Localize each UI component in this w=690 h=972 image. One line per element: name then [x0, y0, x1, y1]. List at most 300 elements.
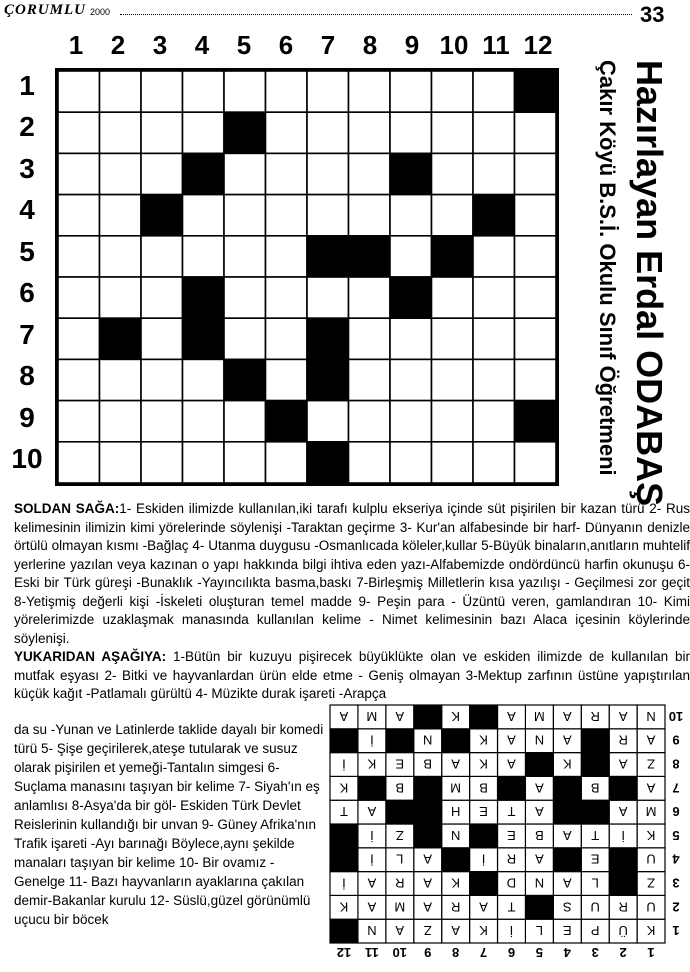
answer-letter: T	[507, 804, 516, 820]
white-cell	[349, 71, 391, 112]
black-cell	[100, 318, 142, 359]
column-number: 11	[482, 30, 510, 60]
answer-letter: U	[590, 899, 600, 915]
white-cell	[390, 71, 432, 112]
answer-letter: R	[618, 732, 628, 748]
answer-column-number: 11	[365, 945, 379, 960]
answer-letter: B	[423, 756, 433, 772]
white-cell	[349, 153, 391, 194]
white-cell	[266, 153, 308, 194]
author-credit	[570, 60, 690, 507]
answer-letter: A	[535, 804, 544, 820]
crossword-grid	[55, 68, 559, 486]
answer-letter: K	[339, 899, 349, 915]
white-cell	[58, 112, 100, 153]
answer-black-cell	[470, 705, 498, 729]
answer-column-number: 12	[336, 945, 352, 960]
column-number: 10	[439, 30, 469, 60]
answer-black-cell	[414, 705, 442, 729]
white-cell	[266, 71, 308, 112]
answer-letter: A	[423, 851, 433, 867]
answer-key-svg	[328, 703, 688, 971]
answer-row-number: 2	[672, 899, 680, 915]
white-cell	[100, 401, 142, 442]
white-cell	[432, 359, 474, 400]
white-cell	[141, 401, 183, 442]
answer-letter: K	[451, 708, 460, 724]
black-cell	[349, 236, 391, 277]
answer-letter: A	[367, 875, 377, 891]
white-cell	[390, 318, 432, 359]
white-cell	[307, 401, 349, 442]
row-number: 9	[19, 402, 35, 433]
black-cell	[183, 153, 225, 194]
white-cell	[432, 195, 474, 236]
answer-letter: A	[451, 756, 460, 772]
answer-letter: L	[591, 875, 599, 891]
white-cell	[432, 401, 474, 442]
answer-letter: R	[590, 708, 600, 724]
answer-letter: B	[395, 780, 405, 796]
answer-letter: İ	[342, 875, 346, 891]
white-cell	[183, 359, 225, 400]
answer-letter: P	[590, 923, 600, 939]
answer-column-number: 8	[452, 945, 460, 960]
white-cell	[266, 359, 308, 400]
white-cell	[515, 277, 557, 318]
answer-black-cell	[414, 776, 442, 800]
answer-column-number: 4	[563, 945, 571, 960]
header-rule	[120, 14, 632, 15]
column-number: 8	[362, 30, 378, 60]
black-cell	[224, 359, 266, 400]
grid-column-numbers	[55, 30, 559, 66]
column-number: 7	[320, 30, 336, 60]
answer-letter: İ	[370, 732, 374, 748]
black-cell	[183, 277, 225, 318]
answer-row-number: 8	[672, 756, 680, 772]
answer-letter: R	[618, 899, 628, 915]
white-cell	[141, 318, 183, 359]
white-cell	[266, 442, 308, 483]
answer-black-cell	[442, 848, 470, 872]
answer-column-number: 1	[647, 945, 655, 960]
answer-letter: A	[562, 708, 572, 724]
white-cell	[58, 442, 100, 483]
answer-letter: A	[535, 851, 544, 867]
answer-black-cell	[525, 753, 553, 777]
answer-letter: E	[590, 851, 600, 867]
white-cell	[58, 359, 100, 400]
white-cell	[432, 277, 474, 318]
answer-row-number: 3	[672, 875, 680, 891]
answer-letter: A	[618, 708, 628, 724]
white-cell	[390, 401, 432, 442]
answer-letter: A	[395, 923, 405, 939]
answer-letter: İ	[621, 827, 625, 843]
answer-black-cell	[581, 729, 609, 753]
answer-letter: A	[507, 732, 516, 748]
white-cell	[224, 236, 266, 277]
answer-black-cell	[414, 800, 442, 824]
white-cell	[473, 318, 515, 359]
white-cell	[58, 71, 100, 112]
white-cell	[141, 359, 183, 400]
column-number: 4	[194, 30, 210, 60]
crossword-grid-svg	[58, 71, 556, 483]
black-cell	[307, 359, 349, 400]
answer-letter: E	[562, 923, 572, 939]
answer-row-number: 7	[672, 780, 680, 796]
white-cell	[141, 153, 183, 194]
black-cell	[224, 112, 266, 153]
white-cell	[266, 112, 308, 153]
column-number: 5	[236, 30, 252, 60]
answer-letter: İ	[481, 851, 486, 867]
magazine-year: 2000	[90, 7, 111, 17]
white-cell	[349, 112, 391, 153]
answer-letter: A	[562, 732, 572, 748]
across-text: 1- Eskiden ilimizde kullanılan,iki tarafı kulplu ekseriya içinde süt pişirilen bir kazan türü 2- Rus kelimesinin ilimizin kimi yörelerinde söylenişi -Taraktan geçirme 3- Kur'an alfabesinde bir harf- Dünyanın denizle örtülü olmayan kısmı -Bağlaç 4- Utanma duygusu -Osmanlıcada köleler,kullar 5-Büyük binaların,anıtların muhtelif yerlerine yazılan veya kazınan o yapı hakkında bilgi ihtiva eden yazı-Alfabemizde ondördüncü harfin okunuşu 6-Eski bir Türk güreşi -Bunaklık -Yayıncılıkta basma,baskı 7-Birleşmiş Milletlerin kısa yazılışı - Geçilmesi zor geçit 8-Yetişmiş değerli kişi -İskeleti oluşturan temel madde 9- Peşin para - Üzüntü veren, gamlandıran 10- Kimi yörelerimizde uzaklaşmak manasında kullanılan kelime - Nimet kelimesinin bazı Alaca içesinin köylerinde söylenişi.	[14, 501, 690, 646]
white-cell	[473, 277, 515, 318]
white-cell	[473, 112, 515, 153]
white-cell	[224, 442, 266, 483]
answer-letter: K	[646, 923, 656, 939]
white-cell	[473, 153, 515, 194]
answer-letter: M	[533, 708, 545, 724]
answer-black-cell	[386, 729, 414, 753]
answer-letter: N	[367, 923, 377, 939]
black-cell	[266, 401, 308, 442]
answer-letter: Z	[395, 827, 404, 843]
answer-letter: L	[396, 851, 404, 867]
answer-black-cell	[386, 800, 414, 824]
answer-letter: N	[423, 732, 433, 748]
white-cell	[183, 112, 225, 153]
answer-column-number: 6	[507, 945, 516, 960]
white-cell	[307, 71, 349, 112]
answer-letter: K	[562, 756, 572, 772]
answer-letter: A	[423, 899, 433, 915]
clues-block	[14, 500, 690, 704]
answer-grid-rotated	[330, 705, 665, 943]
answer-row-number: 9	[672, 732, 680, 748]
answer-letter: K	[479, 923, 488, 939]
answer-black-cell	[470, 824, 498, 848]
answer-row-number: 4	[672, 851, 680, 867]
white-cell	[515, 442, 557, 483]
black-cell	[390, 153, 432, 194]
white-cell	[224, 401, 266, 442]
answer-black-cell	[414, 824, 442, 848]
black-cell	[390, 277, 432, 318]
answer-letter: N	[534, 875, 545, 891]
answer-black-cell	[553, 776, 581, 800]
down-clues	[14, 648, 690, 704]
magazine-brand: ÇORUMLU	[4, 2, 87, 18]
white-cell	[515, 112, 557, 153]
white-cell	[432, 153, 474, 194]
row-number: 3	[19, 153, 35, 184]
white-cell	[515, 153, 557, 194]
answer-row-number: 5	[672, 827, 680, 843]
answer-letter: A	[562, 875, 572, 891]
white-cell	[432, 318, 474, 359]
answer-letter: T	[591, 827, 600, 843]
answer-letter: İ	[509, 923, 514, 939]
answer-black-cell	[470, 872, 498, 896]
white-cell	[307, 195, 349, 236]
black-cell	[307, 442, 349, 483]
white-cell	[349, 401, 391, 442]
answer-letter: A	[423, 875, 433, 891]
answer-letter: İ	[342, 756, 346, 772]
white-cell	[349, 277, 391, 318]
answer-letter: M	[450, 780, 462, 796]
answer-letter: A	[395, 708, 405, 724]
answer-letter: K	[451, 875, 460, 891]
white-cell	[224, 277, 266, 318]
white-cell	[224, 318, 266, 359]
white-cell	[390, 359, 432, 400]
answer-letter: T	[507, 899, 516, 915]
white-cell	[58, 236, 100, 277]
answer-black-cell	[609, 776, 637, 800]
white-cell	[141, 236, 183, 277]
answer-letter: K	[479, 732, 488, 748]
white-cell	[266, 277, 308, 318]
white-cell	[349, 195, 391, 236]
white-cell	[266, 195, 308, 236]
row-number: 10	[11, 443, 43, 474]
row-number: 6	[19, 277, 35, 308]
answer-black-cell	[581, 800, 609, 824]
answer-row-number: 10	[668, 708, 684, 724]
column-number: 6	[278, 30, 294, 60]
author-name: Hazırlayan Erdal ODABAŞ	[629, 60, 670, 507]
answer-letter: R	[506, 851, 517, 867]
answer-letter: E	[395, 756, 405, 772]
answer-letter: A	[479, 899, 488, 915]
answer-black-cell	[553, 800, 581, 824]
answer-letter: A	[618, 756, 628, 772]
column-number: 2	[110, 30, 126, 60]
answer-letter: R	[395, 875, 405, 891]
white-cell	[100, 236, 142, 277]
white-cell	[473, 359, 515, 400]
column-number: 1	[68, 30, 84, 60]
answer-letter: U	[646, 851, 656, 867]
black-cell	[515, 401, 557, 442]
answer-letter: K	[646, 827, 656, 843]
answer-black-cell	[525, 895, 553, 919]
answer-row-number: 1	[672, 923, 680, 939]
black-cell	[473, 195, 515, 236]
white-cell	[58, 195, 100, 236]
white-cell	[58, 153, 100, 194]
white-cell	[515, 359, 557, 400]
white-cell	[183, 195, 225, 236]
answer-letter: K	[339, 780, 349, 796]
white-cell	[473, 71, 515, 112]
answer-letter: İ	[370, 827, 374, 843]
white-cell	[58, 318, 100, 359]
answer-black-cell	[553, 848, 581, 872]
answer-letter: A	[562, 827, 572, 843]
answer-letter: Ü	[618, 923, 628, 939]
answer-letter: A	[367, 899, 377, 915]
white-cell	[390, 236, 432, 277]
white-cell	[141, 112, 183, 153]
black-cell	[432, 236, 474, 277]
answer-letter: H	[450, 804, 461, 820]
row-number: 7	[19, 319, 35, 350]
white-cell	[266, 236, 308, 277]
row-number: 2	[19, 111, 35, 142]
answer-black-cell	[330, 729, 358, 753]
white-cell	[183, 401, 225, 442]
answer-black-cell	[358, 776, 386, 800]
answer-column-number: 10	[392, 945, 408, 960]
answer-letter: A	[339, 708, 349, 724]
answer-row-number: 6	[672, 804, 680, 820]
white-cell	[58, 277, 100, 318]
answer-letter: A	[646, 732, 656, 748]
answer-letter: N	[534, 732, 545, 748]
answer-letter: A	[618, 804, 628, 820]
black-cell	[307, 318, 349, 359]
white-cell	[100, 442, 142, 483]
white-cell	[390, 195, 432, 236]
white-cell	[141, 71, 183, 112]
answer-letter: M	[645, 804, 657, 820]
black-cell	[183, 318, 225, 359]
row-number: 1	[19, 70, 35, 101]
answer-letter: T	[339, 804, 348, 820]
answer-letter: M	[366, 708, 378, 724]
row-number: 5	[19, 236, 35, 267]
answer-letter: A	[535, 780, 544, 796]
white-cell	[100, 359, 142, 400]
white-cell	[473, 401, 515, 442]
answer-letter: A	[367, 804, 377, 820]
answer-letter: Z	[647, 875, 656, 891]
white-cell	[183, 442, 225, 483]
answer-black-cell	[442, 729, 470, 753]
answer-letter: B	[590, 780, 600, 796]
across-heading: SOLDAN SAĞA:	[14, 501, 120, 516]
answer-column-number: 3	[591, 945, 599, 960]
answer-letter: S	[562, 899, 572, 915]
white-cell	[100, 153, 142, 194]
black-cell	[515, 71, 557, 112]
grid-row-numbers	[4, 70, 50, 488]
answer-letter: L	[535, 923, 543, 939]
white-cell	[307, 277, 349, 318]
across-clues	[14, 500, 690, 648]
white-cell	[141, 442, 183, 483]
white-cell	[390, 112, 432, 153]
white-cell	[432, 112, 474, 153]
answer-letter: D	[506, 875, 517, 891]
white-cell	[224, 153, 266, 194]
page-number: 33	[640, 2, 665, 27]
answer-letter: N	[646, 708, 656, 724]
white-cell	[141, 277, 183, 318]
down-text: 1-Bütün bir kuzuyu pişirecek büyüklükte olan ve eskiden ilimizde de kullanılan bir mutfak eşyası 2- Bitki ve hayvanlardan ürün elde etme - Geniş olmayan 3-Mektup zarfının üstüne yapıştırılan küçük kağıt -Patlamalı gürültü 4- Müzikte durak işareti -Arapça	[14, 649, 690, 701]
white-cell	[432, 442, 474, 483]
white-cell	[349, 442, 391, 483]
down-clues-continued: da su -Yunan ve Latinlerde taklide dayalı bir komedi türü 5- Şişe geçirilerek,ateşe tutularak ve susuz olarak pişirilen et yemeği-Tantalın simgesi 6-Suçlama manasını taşıyan bir kelime 7- Siyah'ın eş anlamlısı 8-Asya'da bir göl- Eskiden Türk Devlet Reislerinin kullandığı bir unvan 9- Güney Afrika'nın Trafik işareti -Ayı barınağı Böylece,aynı şekilde manaları taşıyan bir kelime 10- Bir ovamız -Genelge 11- Bazı hayvanların ayaklarına çakılan demir-Bakanlar kurulu 12- Süslü,güzel görünümlü uçucu bir böcek	[14, 722, 324, 927]
white-cell	[224, 71, 266, 112]
answer-column-number: 7	[479, 945, 488, 960]
column-number: 12	[523, 30, 553, 60]
answer-letter: İ	[370, 851, 374, 867]
white-cell	[100, 195, 142, 236]
white-cell	[432, 71, 474, 112]
white-cell	[100, 71, 142, 112]
white-cell	[266, 318, 308, 359]
white-cell	[183, 71, 225, 112]
answer-letter: A	[507, 756, 516, 772]
white-cell	[515, 195, 557, 236]
row-number: 8	[19, 360, 35, 391]
white-cell	[349, 318, 391, 359]
white-cell	[58, 401, 100, 442]
black-cell	[307, 236, 349, 277]
column-number: 3	[152, 30, 168, 60]
answer-black-cell	[330, 848, 358, 872]
answer-letter: Z	[423, 923, 432, 939]
answer-key	[328, 703, 688, 971]
answer-letter: B	[479, 780, 488, 796]
answer-black-cell	[581, 753, 609, 777]
answer-black-cell	[330, 824, 358, 848]
answer-column-number: 5	[535, 945, 543, 960]
author-role: Çakır Köyü B.S.İ. Okulu Sınıf Öğretmeni	[595, 60, 620, 476]
answer-column-number: 2	[619, 945, 627, 960]
column-number: 9	[404, 30, 420, 60]
answer-letter: E	[507, 827, 516, 843]
white-cell	[473, 442, 515, 483]
answer-letter: N	[450, 827, 461, 843]
answer-letter: M	[394, 899, 406, 915]
down-heading: YUKARIDAN AŞAĞIYA:	[14, 649, 167, 664]
white-cell	[183, 236, 225, 277]
white-cell	[390, 442, 432, 483]
black-cell	[141, 195, 183, 236]
white-cell	[307, 112, 349, 153]
answer-letter: E	[479, 804, 488, 820]
row-number: 4	[19, 194, 35, 225]
answer-black-cell	[330, 919, 358, 943]
answer-letter: A	[646, 780, 656, 796]
answer-black-cell	[498, 776, 526, 800]
answer-letter: R	[450, 899, 461, 915]
answer-letter: B	[535, 827, 544, 843]
white-cell	[515, 236, 557, 277]
white-cell	[307, 153, 349, 194]
white-cell	[515, 318, 557, 359]
answer-letter: A	[507, 708, 516, 724]
answer-letter: A	[451, 923, 460, 939]
answer-black-cell	[609, 872, 637, 896]
white-cell	[100, 112, 142, 153]
white-cell	[100, 277, 142, 318]
white-cell	[349, 359, 391, 400]
answer-letter: U	[646, 899, 656, 915]
answer-black-cell	[609, 848, 637, 872]
